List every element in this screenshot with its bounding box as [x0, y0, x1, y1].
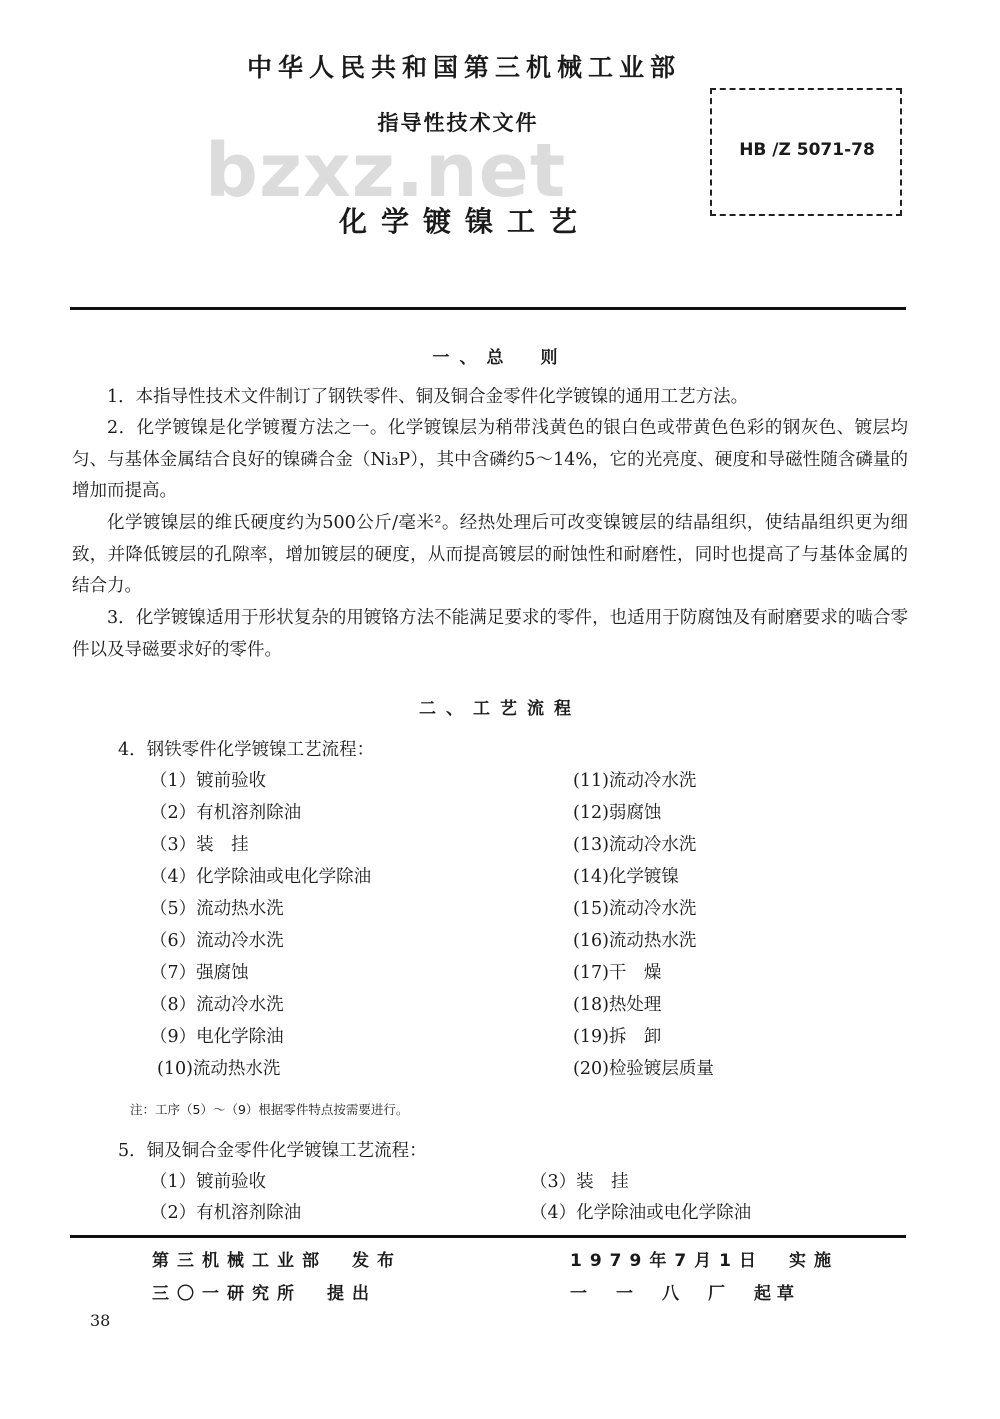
steel-step: （8）流动冷水洗: [150, 995, 284, 1015]
steel-step: (15)流动冷水洗: [573, 899, 697, 919]
copper-step: （4）化学除油或电化学除油: [530, 1203, 752, 1223]
steel-step: (12)弱腐蚀: [573, 803, 662, 823]
section-heading-general: 一、总 则: [432, 348, 568, 368]
steel-step: (18)热处理: [573, 995, 662, 1015]
steel-step: （7）强腐蚀: [150, 963, 249, 983]
paragraph-2: 2．化学镀镍是化学镀覆方法之一。化学镀镍层为稍带浅黄色的银白色或带黄色色彩的钢灰色、镀层均匀、与基体金属结合良好的镍磷合金（Ni₃P），其中含磷约5～14%，它的光亮度、硬度和导磁性随含磷量的增加而提高。: [72, 418, 908, 501]
paragraph-1: 1．本指导性技术文件制订了钢铁零件、铜及铜合金零件化学镀镍的通用工艺方法。: [107, 387, 749, 407]
proposer-line: 三〇一研究所 提出: [152, 1284, 377, 1304]
effective-date-line: 1979年7月1日 实施: [570, 1251, 839, 1271]
steel-step: （5）流动热水洗: [150, 899, 284, 919]
steel-step: （3）装 挂: [150, 835, 249, 855]
steel-step: (16)流动热水洗: [573, 931, 697, 951]
ministry-header: 中华人民共和国第三机械工业部: [246, 53, 681, 82]
top-divider: [70, 307, 906, 310]
steel-step: (20)检验镀层质量: [573, 1059, 714, 1079]
item-5-title: 5．铜及铜合金零件化学镀镍工艺流程：: [118, 1141, 427, 1161]
steel-step: （1）镀前验收: [150, 771, 267, 791]
copper-step: （2）有机溶剂除油: [150, 1203, 302, 1223]
steel-step: (14)化学镀镍: [573, 867, 679, 887]
document-type: 指导性技术文件: [377, 111, 539, 135]
drafter-line: 一 一 八 厂 起草: [570, 1284, 800, 1304]
steel-step: （2）有机溶剂除油: [150, 803, 302, 823]
section-heading-process: 二、工艺流程: [419, 699, 581, 719]
steel-step: （9）电化学除油: [150, 1027, 284, 1047]
steel-step: （6）流动冷水洗: [150, 931, 284, 951]
standard-code: HB /Z 5071-78: [739, 140, 875, 160]
steel-step: (19)拆 卸: [573, 1027, 662, 1047]
watermark: bzxz.net: [205, 128, 567, 214]
steel-step: （4）化学除油或电化学除油: [150, 867, 372, 887]
steel-step: (17)干 燥: [573, 963, 662, 983]
copper-step: （3）装 挂: [530, 1172, 629, 1192]
document-title: 化学镀镍工艺: [338, 205, 591, 238]
paragraph-3: 化学镀镍层的维氏硬度约为500公斤/毫米²。经热处理后可改变镍镀层的结晶组织，使结晶组织更为细致，并降低镀层的孔隙率，增加镀层的硬度，从而提高镀层的耐蚀性和耐磨性，同时也提高了与基体金属的结合力。: [72, 513, 908, 596]
steel-step: (13)流动冷水洗: [573, 835, 697, 855]
process-note: 注：工序（5）～（9）根据零件特点按需要进行。: [130, 1102, 409, 1117]
publisher-line: 第三机械工业部 发布: [152, 1251, 402, 1271]
item-4-title: 4．钢铁零件化学镀镍工艺流程：: [118, 740, 375, 760]
steel-step: (11)流动冷水洗: [573, 771, 697, 791]
paragraph-4: 3．化学镀镍适用于形状复杂的用镀铬方法不能满足要求的零件，也适用于防腐蚀及有耐磨要求的啮合零件以及导磁要求好的零件。: [72, 608, 908, 660]
copper-step: （1）镀前验收: [150, 1172, 267, 1192]
bottom-divider: [70, 1235, 906, 1238]
steel-step: (10)流动热水洗: [157, 1059, 281, 1079]
page-number: 38: [90, 1311, 111, 1330]
